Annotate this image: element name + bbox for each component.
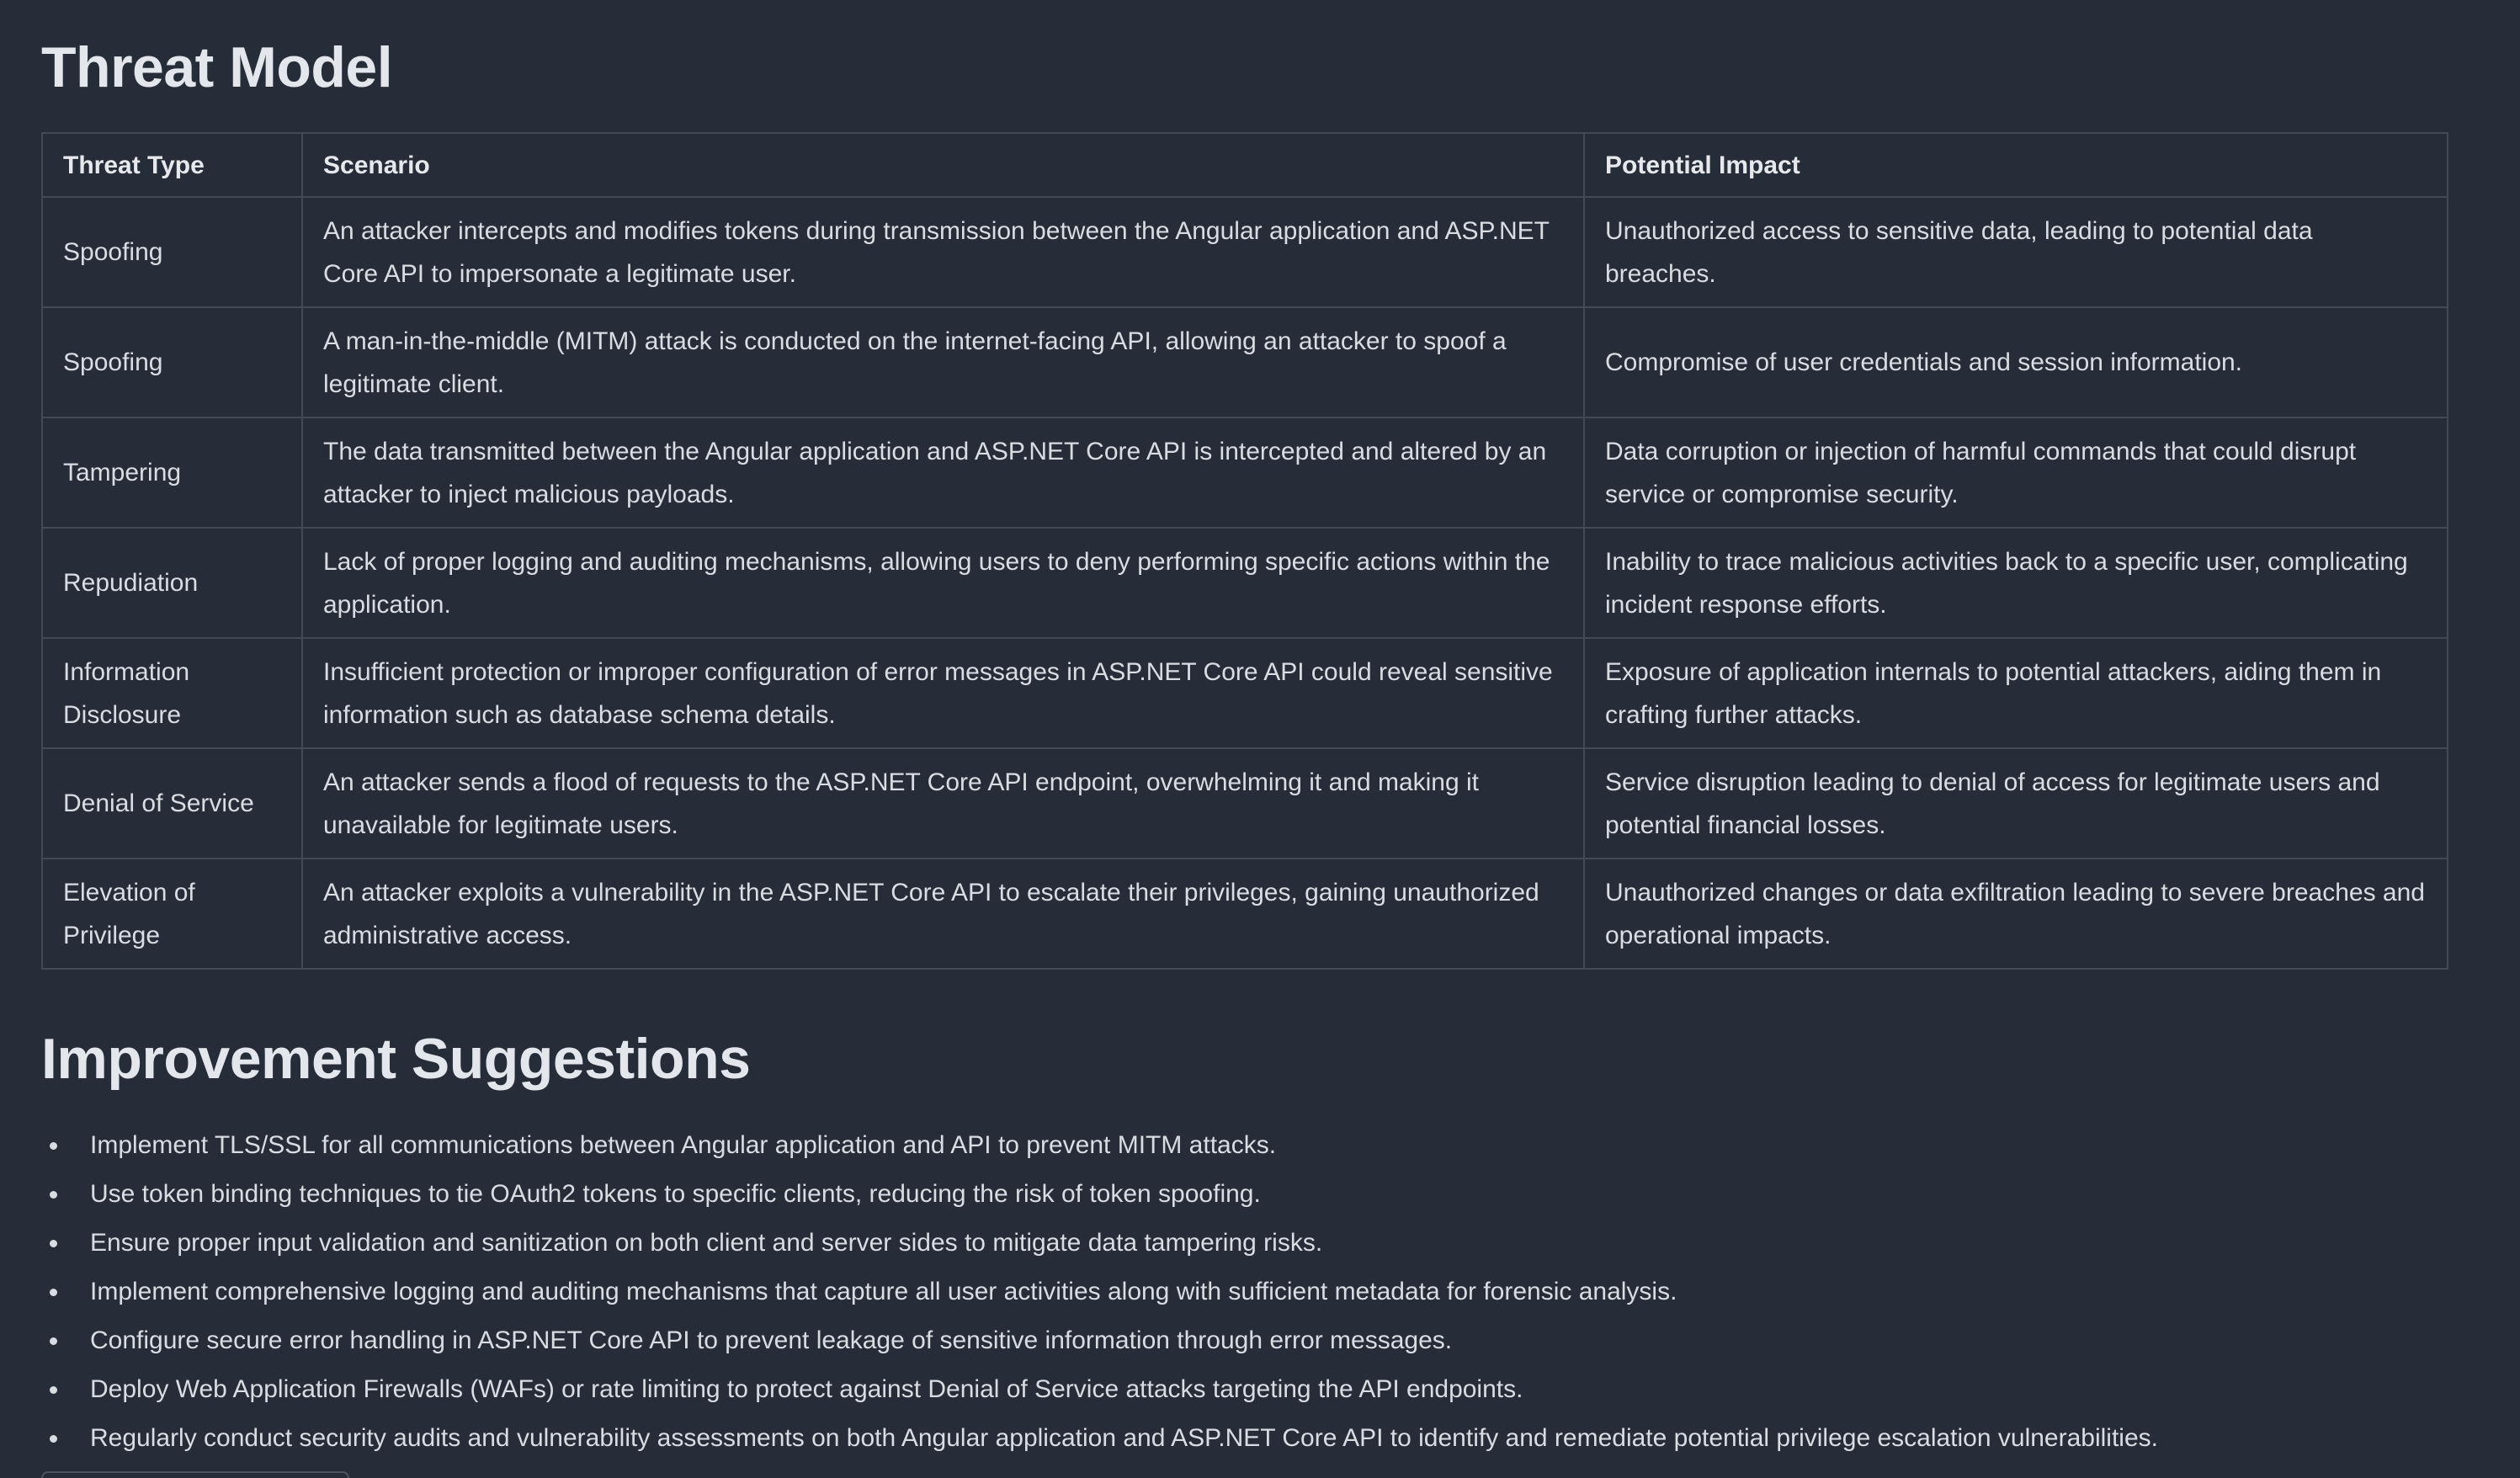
scenario-cell: An attacker intercepts and modifies tokens during transmission between the Angular application and ASP.NET Core API to impersonate a legitimate user. [302, 197, 1584, 307]
list-item [41, 1121, 2520, 1170]
table-row [42, 638, 2448, 748]
column-header-scenario: Scenario [302, 133, 1584, 197]
suggestion-text: Configure secure error handling in ASP.NET Core API to prevent leakage of sensitive information through error messages. [90, 1326, 1453, 1354]
threat-type-cell: Spoofing [42, 197, 302, 307]
list-item [41, 1268, 2520, 1316]
impact-cell: Exposure of application internals to potential attackers, aiding them in crafting further attacks. [1584, 638, 2448, 748]
scenario-cell: A man-in-the-middle (MITM) attack is conducted on the internet-facing API, allowing an attacker to spoof a legitimate client. [302, 307, 1584, 417]
suggestion-text: Regularly conduct security audits and vulnerability assessments on both Angular application and ASP.NET Core API to identify and remediate potential privilege escalation vulnerabilities. [90, 1424, 2158, 1452]
impact-cell: Service disruption leading to denial of access for legitimate users and potential financial losses. [1584, 748, 2448, 859]
threat-type-cell: Spoofing [42, 307, 302, 417]
impact-cell: Unauthorized changes or data exfiltration leading to severe breaches and operational impacts. [1584, 859, 2448, 969]
column-header-threat-type: Threat Type [42, 133, 302, 197]
bullet-dot-icon [50, 1142, 57, 1150]
suggestions-list [41, 1121, 2520, 1463]
column-header-potential-impact: Potential Impact [1584, 133, 2448, 197]
table-header-row [42, 133, 2448, 197]
threat-type-cell: Information Disclosure [42, 638, 302, 748]
partially-visible-button[interactable] [41, 1471, 349, 1478]
bullet-dot-icon [50, 1240, 57, 1247]
threat-model-heading: Threat Model [41, 35, 393, 99]
table-row [42, 748, 2448, 859]
threat-type-cell: Elevation of Privilege [42, 859, 302, 969]
list-item [41, 1219, 2520, 1268]
list-item [41, 1316, 2520, 1365]
suggestion-text: Deploy Web Application Firewalls (WAFs) or rate limiting to protect against Denial of Service attacks targeting the API endpoints. [90, 1375, 1523, 1403]
scenario-cell: The data transmitted between the Angular application and ASP.NET Core API is intercepted and altered by an attacker to inject malicious payloads. [302, 417, 1584, 528]
suggestion-text: Implement TLS/SSL for all communications between Angular application and API to prevent MITM attacks. [90, 1131, 1277, 1159]
impact-cell: Inability to trace malicious activities back to a specific user, complicating incident response efforts. [1584, 528, 2448, 638]
improvement-suggestions-heading: Improvement Suggestions [41, 1027, 751, 1091]
threat-type-cell: Repudiation [42, 528, 302, 638]
suggestion-text: Ensure proper input validation and sanitization on both client and server sides to mitigate data tampering risks. [90, 1229, 1323, 1257]
list-item [41, 1414, 2520, 1463]
list-item [41, 1365, 2520, 1414]
table-row [42, 197, 2448, 307]
scenario-cell: An attacker exploits a vulnerability in the ASP.NET Core API to escalate their privileges, gaining unauthorized administrative access. [302, 859, 1584, 969]
impact-cell: Compromise of user credentials and session information. [1584, 307, 2448, 417]
list-item [41, 1170, 2520, 1219]
scenario-cell: An attacker sends a flood of requests to the ASP.NET Core API endpoint, overwhelming it and making it unavailable for legitimate users. [302, 748, 1584, 859]
bullet-dot-icon [50, 1289, 57, 1296]
threat-model-table [41, 132, 2448, 970]
scenario-cell: Insufficient protection or improper configuration of error messages in ASP.NET Core API could reveal sensitive information such as database schema details. [302, 638, 1584, 748]
threat-type-cell: Tampering [42, 417, 302, 528]
table-row [42, 528, 2448, 638]
suggestion-text: Use token binding techniques to tie OAuth2 tokens to specific clients, reducing the risk of token spoofing. [90, 1180, 1261, 1208]
bullet-dot-icon [50, 1191, 57, 1199]
suggestion-text: Implement comprehensive logging and auditing mechanisms that capture all user activities along with sufficient metadata for forensic analysis. [90, 1278, 1677, 1305]
table-row [42, 307, 2448, 417]
threat-type-cell: Denial of Service [42, 748, 302, 859]
table-row [42, 859, 2448, 969]
bullet-dot-icon [50, 1337, 57, 1345]
table-row [42, 417, 2448, 528]
scenario-cell: Lack of proper logging and auditing mechanisms, allowing users to deny performing specific actions within the application. [302, 528, 1584, 638]
impact-cell: Data corruption or injection of harmful commands that could disrupt service or compromise security. [1584, 417, 2448, 528]
bullet-dot-icon [50, 1386, 57, 1394]
bullet-dot-icon [50, 1435, 57, 1443]
impact-cell: Unauthorized access to sensitive data, leading to potential data breaches. [1584, 197, 2448, 307]
